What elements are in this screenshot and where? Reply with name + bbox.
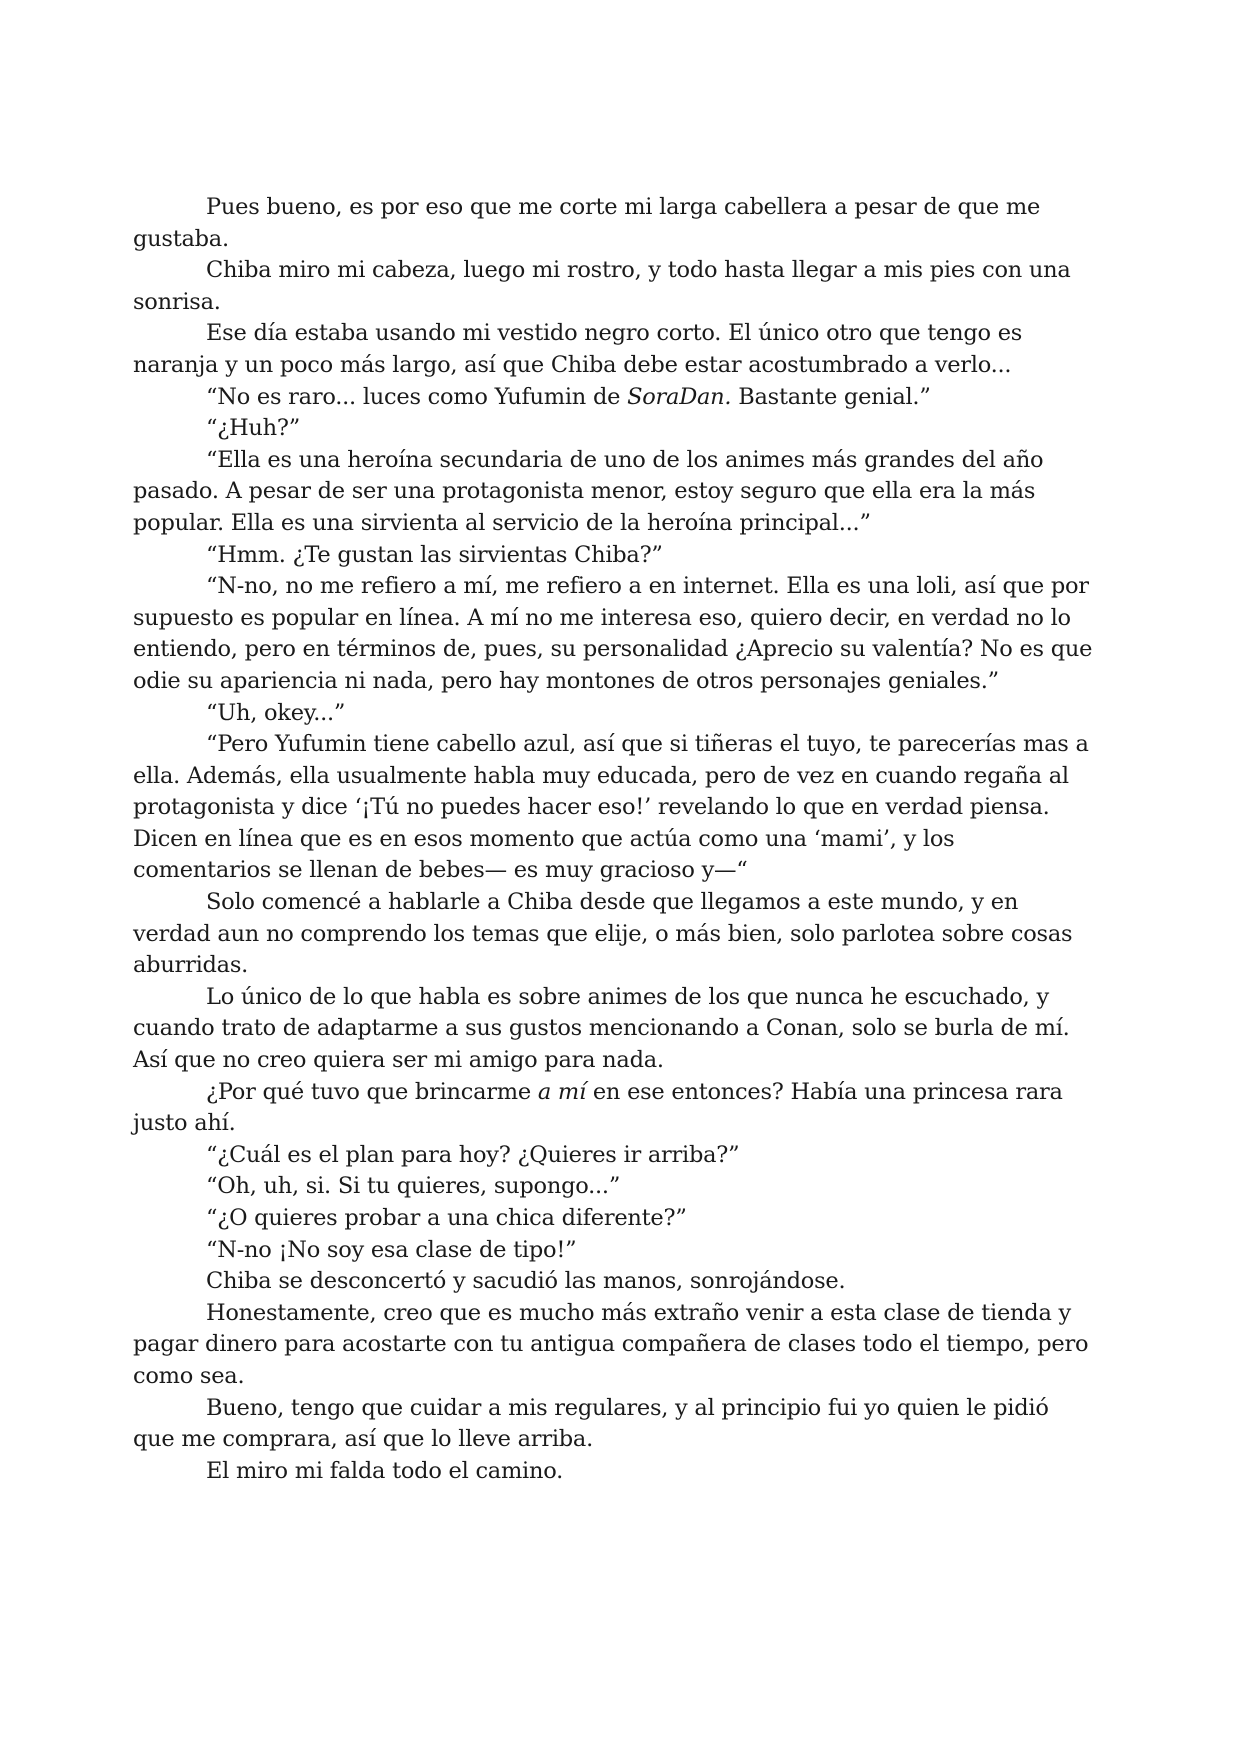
paragraph-text: “¿Huh?” — [206, 415, 300, 442]
paragraph-text: Honestamente, creo que es mucho más extraño venir a esta clase de tienda y pagar dinero para acostarte con tu antigua compañera de clases todo el tiempo, pero como sea. — [133, 1299, 1089, 1389]
paragraph — [133, 318, 1095, 381]
paragraph-text: “¿O quieres probar a una chica diferente?” — [206, 1205, 687, 1231]
paragraph-text: “Hmm. ¿Te gustan las sirvientas Chiba?” — [206, 541, 663, 568]
paragraph-text: “¿Cuál es el plan para hoy? ¿Quieres ir arriba?” — [206, 1141, 740, 1168]
paragraph — [133, 382, 1095, 414]
paragraph — [133, 982, 1095, 1077]
paragraph — [133, 698, 1095, 730]
paragraph — [133, 445, 1095, 540]
paragraph-text: “N-no, no me refiero a mí, me refiero a en internet. Ella es una loli, así que por supuesto es popular en línea. A mí no me interesa eso, quiero decir, en verdad no lo entiendo, pero en términos de, pues, su personalidad ¿Aprecio su valentía? No es que odie su apariencia ni nada, pero hay montones de otros personajes geniales.” — [133, 573, 1093, 694]
paragraph — [133, 1393, 1095, 1456]
paragraph-text: “Ella es una heroína secundaria de uno de los animes más grandes del año pasado. A pesar de ser una protagonista menor, estoy seguro que ella era la más popular. Ella es una sirvienta al servicio de la heroína principal...” — [133, 446, 1044, 536]
paragraph — [133, 729, 1095, 887]
paragraph — [133, 1077, 1095, 1140]
paragraph-text: Chiba miro mi cabeza, luego mi rostro, y todo hasta llegar a mis pies con una sonrisa. — [133, 257, 1071, 315]
paragraph-text: “Oh, uh, si. Si tu quieres, supongo...” — [206, 1173, 621, 1200]
paragraph — [133, 1140, 1095, 1172]
paragraph — [133, 1171, 1095, 1203]
paragraph-text: en ese entonces? Había una princesa rara justo ahí. — [133, 1078, 1063, 1137]
body-text — [133, 192, 1095, 1487]
paragraph-text: Bastante genial.” — [731, 383, 931, 410]
paragraph — [133, 413, 1095, 445]
paragraph — [133, 1456, 1095, 1488]
paragraph-text: Bueno, tengo que cuidar a mis regulares, y al principio fui yo quien le pidió que me comprara, así que lo lleve arriba. — [133, 1394, 1049, 1453]
paragraph-text: “Pero Yufumin tiene cabello azul, así que si tiñeras el tuyo, te parecerías mas a ella. Además, ella usualmente habla muy educada, pero de vez en cuando regaña al protagonista y dice ‘¡Tú no puedes hacer eso!’ revelando lo que en verdad piensa. Dicen en línea que es en esos momento que actúa como una ‘mami’, y los comentarios se llenan de bebes— es muy gracioso y—“ — [133, 731, 1089, 884]
paragraph-text: Solo comencé a hablarle a Chiba desde que llegamos a este mundo, y en verdad aun no comprendo los temas que elije, o más bien, solo parlotea sobre cosas aburridas. — [133, 889, 1073, 979]
paragraph — [133, 540, 1095, 572]
paragraph-text: “No es raro... luces como Yufumin de — [206, 383, 628, 410]
paragraph-text: “N-no ¡No soy esa clase de tipo!” — [206, 1236, 577, 1263]
paragraph — [133, 1266, 1095, 1298]
italic-text: SoraDan. — [627, 383, 732, 410]
italic-text: a mí — [537, 1078, 586, 1105]
paragraph-text: Chiba se desconcertó y sacudió las manos, sonrojándose. — [206, 1268, 846, 1295]
paragraph — [133, 1298, 1095, 1393]
paragraph — [133, 192, 1095, 255]
paragraph — [133, 571, 1095, 697]
paragraph — [133, 255, 1095, 318]
paragraph-text: Ese día estaba usando mi vestido negro corto. El único otro que tengo es naranja y un poco más largo, así que Chiba debe estar acostumbrado a verlo... — [133, 320, 1023, 378]
paragraph-text: “Uh, okey...” — [206, 699, 346, 726]
paragraph — [133, 887, 1095, 982]
paragraph-text: El miro mi falda todo el camino. — [206, 1457, 564, 1484]
paragraph-text: ¿Por qué tuvo que brincarme — [206, 1078, 538, 1105]
paragraph — [133, 1235, 1095, 1267]
paragraph — [133, 1203, 1095, 1235]
paragraph-text: Lo único de lo que habla es sobre animes de los que nunca he escuchado, y cuando trato de adaptarme a sus gustos mencionando a Conan, solo se burla de mí. Así que no creo quiera ser mi amigo para nada. — [133, 983, 1070, 1074]
paragraph-text: Pues bueno, es por eso que me corte mi larga cabellera a pesar de que me gustaba. — [133, 194, 1041, 252]
